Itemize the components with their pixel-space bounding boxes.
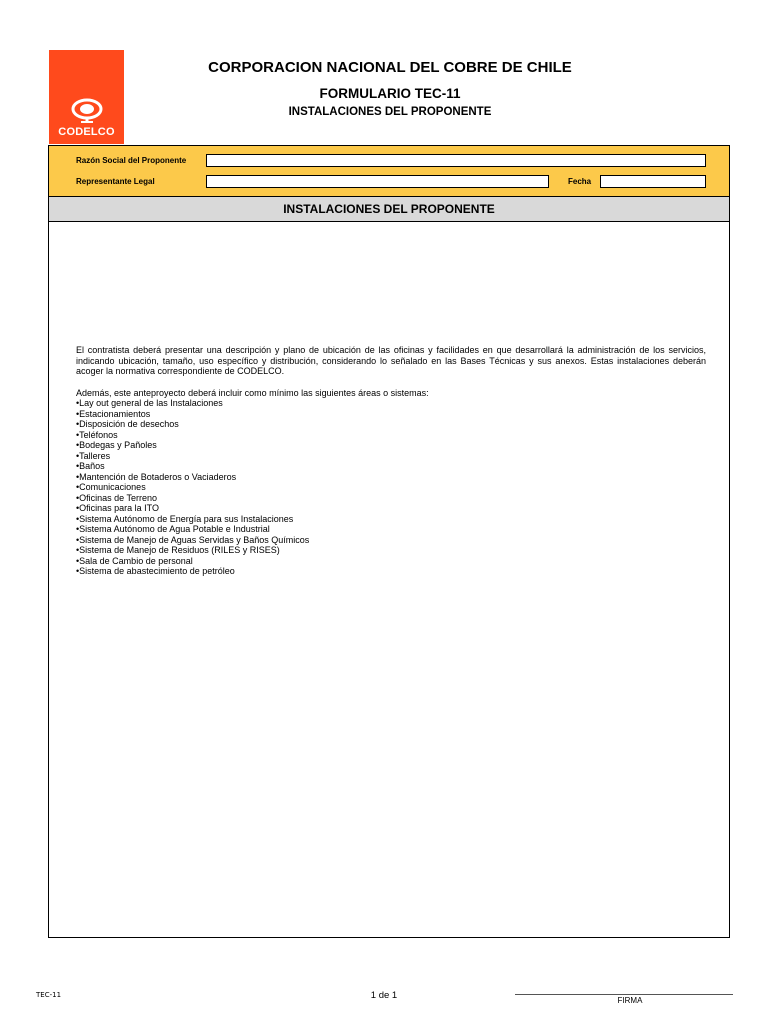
logo-text: CODELCO (58, 126, 115, 138)
list-item: • Sala de Cambio de personal (76, 556, 706, 567)
list-item: • Teléfonos (76, 430, 706, 441)
page-title: CORPORACION NACIONAL DEL COBRE DE CHILE (208, 59, 572, 76)
list-item: • Sistema de Manejo de Aguas Servidas y Baños Químicos (76, 535, 706, 546)
signature-label: FIRMA (617, 996, 643, 1005)
requirements-list (76, 398, 706, 577)
list-item: • Lay out general de las Instalaciones (76, 398, 706, 409)
fecha-field[interactable] (600, 175, 706, 188)
page-number: 1 de 1 (370, 990, 398, 1001)
fecha-label: Fecha (568, 177, 592, 186)
list-item: • Mantención de Botaderos o Vaciaderos (76, 472, 706, 483)
footer-code: TEC-11 (36, 991, 62, 999)
fields-band (49, 146, 729, 197)
list-intro: Además, este anteproyecto deberá incluir como mínimo las siguientes áreas o sistemas: (76, 387, 429, 398)
form-subtitle: INSTALACIONES DEL PROPONENTE (288, 106, 492, 118)
razon-social-label: Razón Social del Proponente (76, 156, 187, 165)
list-item: • Baños (76, 461, 706, 472)
list-item: • Sistema Autónomo de Agua Potable e Industrial (76, 524, 706, 535)
list-item: • Oficinas de Terreno (76, 493, 706, 504)
description-paragraph: El contratista deberá presentar una descripción y plano de ubicación de las oficinas y facilidades en que desarrollará la administración de los servicios, indicando ubicación, tamaño, uso específico y distribución, considerando lo señalado en las Bases Técnicas y sus anexos. Estas instalaciones deberán acoger la normativa correspondiente de CODELCO. (76, 345, 706, 376)
section-title: INSTALACIONES DEL PROPONENTE (49, 197, 729, 222)
list-item: • Disposición de desechos (76, 419, 706, 430)
list-item: • Talleres (76, 451, 706, 462)
list-item: • Bodegas y Pañoles (76, 440, 706, 451)
list-item: • Comunicaciones (76, 482, 706, 493)
form-code: FORMULARIO TEC-11 (319, 86, 461, 101)
signature-line (515, 994, 733, 995)
list-item: • Estacionamientos (76, 409, 706, 420)
representante-label: Representante Legal (76, 177, 155, 186)
list-item: • Oficinas para la ITO (76, 503, 706, 514)
codelco-emblem-icon (68, 98, 106, 124)
form-frame (48, 145, 730, 938)
razon-social-field[interactable] (206, 154, 706, 167)
content-area (76, 345, 706, 577)
codelco-logo (49, 50, 124, 144)
representante-field[interactable] (206, 175, 549, 188)
list-item: • Sistema Autónomo de Energía para sus Instalaciones (76, 514, 706, 525)
list-item: • Sistema de Manejo de Residuos (RILES y RISES) (76, 545, 706, 556)
list-item: • Sistema de abastecimiento de petróleo (76, 566, 706, 577)
